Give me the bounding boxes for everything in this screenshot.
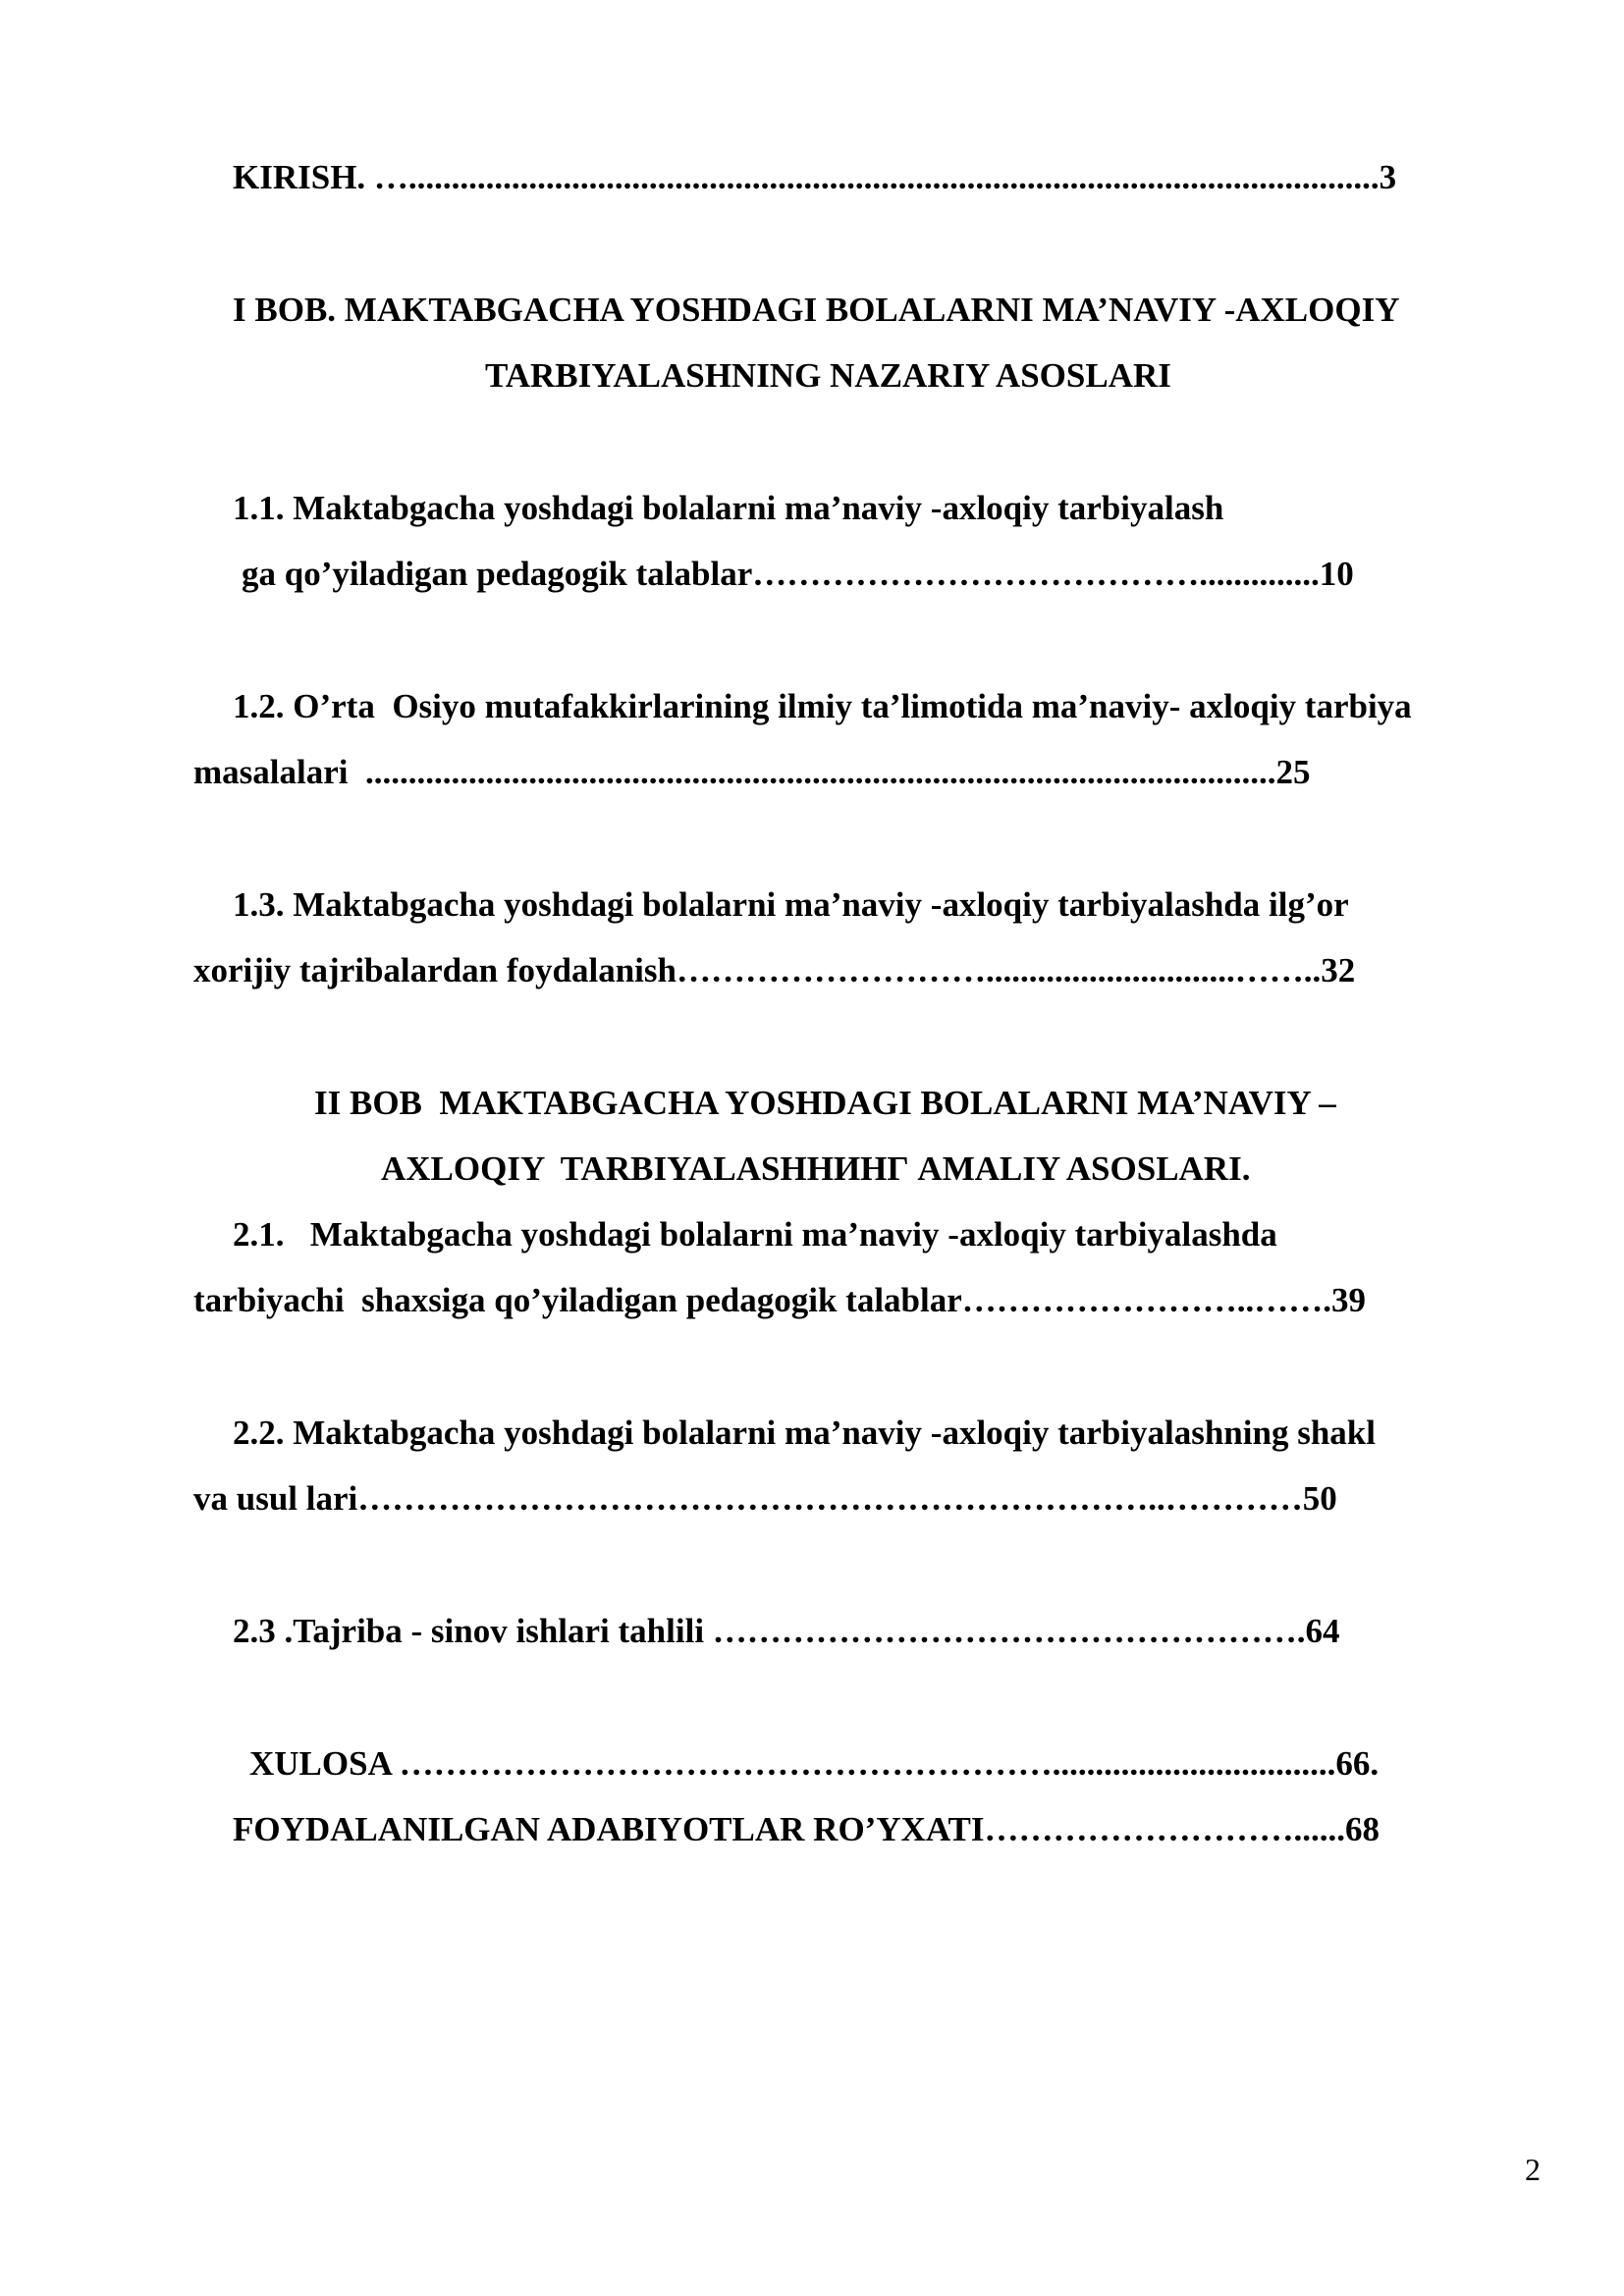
chapter-2-title-line-2: AXLOQIY TARBIYALASHНИНГ AMALIY ASOSLARI. xyxy=(381,1149,1251,1188)
toc-entry-2-2-line-1: 2.2. Maktabgacha yoshdagi bolalarni ma’naviy -axloqiy tarbiyalashning shakl xyxy=(233,1414,1376,1452)
chapter-1-title-line-1: I BOB. MAKTABGACHA YOSHDAGI BOLALARNI MA’NAVIY -AXLOQIY xyxy=(233,291,1400,329)
toc-entry-1-1-line-1: 1.1. Maktabgacha yoshdagi bolalarni ma’naviy -axloqiy tarbiyalash xyxy=(233,489,1224,527)
toc-entry-kirish: KIRISH. ….................................................................................................................3 xyxy=(233,158,1397,196)
page-number: 2 xyxy=(1525,2152,1541,2187)
toc-entry-xulosa: XULOSA ………………………………………………….................................66. xyxy=(249,1744,1380,1783)
toc-entry-1-2-line-1: 1.2. O’rta Osiyo mutafakkirlarining ilmiy ta’limotida ma’naviy- axloqiy tarbiya xyxy=(233,687,1412,725)
toc-entry-1-1-line-2: ga qo’yiladigan pedagogik talablar…………………………………..............10 xyxy=(242,555,1354,593)
toc-entry-2-3: 2.3 .Tajriba - sinov ishlari tahlili …………………………………………….64 xyxy=(233,1612,1340,1650)
toc-entry-2-1-line-1: 2.1. Maktabgacha yoshdagi bolalarni ma’naviy -axloqiy tarbiyalashda xyxy=(233,1215,1277,1254)
chapter-2-title-line-1: II BOB MAKTABGACHA YOSHDAGI BOLALARNI MA’NAVIY – xyxy=(314,1084,1336,1122)
toc-entry-2-1-line-2: tarbiyachi shaxsiga qo’yiladigan pedagogik talablar……………………..…….39 xyxy=(193,1281,1367,1319)
toc-entry-2-2-line-2: va usul lari……………………………………………………………..…………50 xyxy=(193,1479,1337,1518)
toc-entry-1-2-line-2: masalalari ..........................................................................................................25 xyxy=(193,753,1311,791)
toc-entry-adabiyotlar: FOYDALANILGAN ADABIYOTLAR RO’YXATI………………………......68 xyxy=(233,1810,1380,1848)
toc-entry-1-3-line-1: 1.3. Maktabgacha yoshdagi bolalarni ma’naviy -axloqiy tarbiyalashda ilg’or xyxy=(233,885,1349,924)
toc-entry-1-3-line-2: xorijiy tajribalardan foydalanish……………………….............................……..32 xyxy=(193,951,1356,989)
chapter-1-title-line-2: TARBIYALASHNING NAZARIY ASOSLARI xyxy=(485,356,1171,395)
